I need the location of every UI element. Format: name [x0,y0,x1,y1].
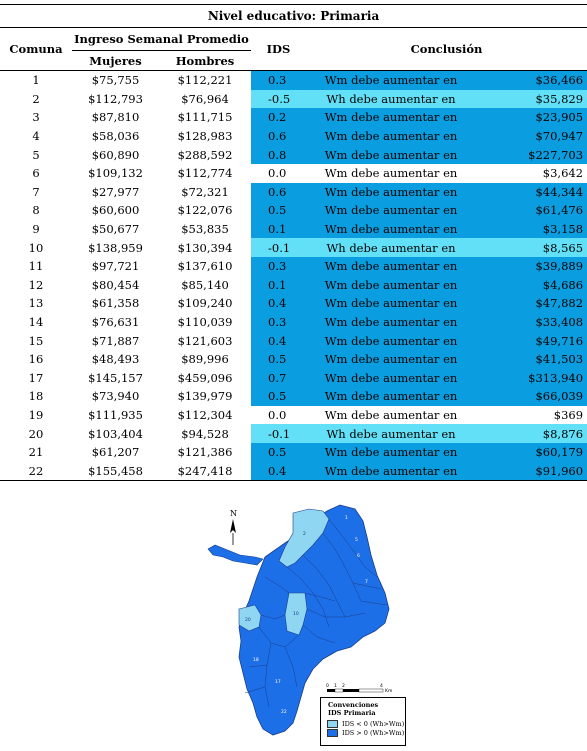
cell-amount: $4,686 [476,276,587,295]
cell-hombres: $137,610 [177,259,233,274]
cell-hombres: $112,304 [177,407,233,422]
cell-hombres: $112,774 [177,166,233,181]
cell-comuna: 22 [0,461,72,480]
cell-conclusion: Wm debe aumentar en [306,108,476,127]
cell-hombres: $459,096 [177,370,233,385]
cell-mujeres: $80,454 [91,277,140,292]
cell-conclusion: Wm debe aumentar en [306,406,476,425]
cell-ids: 0.0 [251,164,306,183]
legend-item-positive [321,728,405,737]
table-row [0,71,587,90]
table-title: Nivel educativo: Primaria [0,5,587,28]
cell-amount: $313,940 [476,369,587,388]
cell-comuna: 1 [32,73,40,88]
cell-comuna: 20 [28,426,44,441]
cell-ids: 0.5 [251,387,306,406]
cell-ids: 0.0 [251,406,306,425]
cell-conclusion: Wm debe aumentar en [306,461,476,480]
data-table [0,4,587,481]
cell-mujeres: $87,810 [91,110,140,125]
table-row [0,313,587,332]
cell-ids: -0.5 [251,90,306,109]
table-row [0,424,587,443]
cell-ids: -0.1 [251,238,306,257]
table-row [0,220,587,239]
cell-hombres: $128,983 [177,129,233,144]
scale-tick-2: 2 [342,684,345,689]
cell-hombres: $89,996 [181,352,229,367]
cell-conclusion: Wm debe aumentar en [306,276,476,295]
cell-mujeres: $71,887 [91,333,140,348]
cell-conclusion: Wm debe aumentar en [306,145,476,164]
cell-conclusion: Wm debe aumentar en [306,164,476,183]
table-row [0,238,587,257]
cell-amount: $91,960 [476,461,587,480]
cell-ids: 0.8 [251,145,306,164]
cell-hombres: $53,835 [181,222,229,237]
cell-ids: 0.3 [251,257,306,276]
cell-hombres: $85,140 [181,277,229,292]
cell-mujeres: $60,600 [91,203,140,218]
map-label-6: 6 [357,554,360,559]
scale-tick-4: 4 [380,684,383,689]
table-row [0,294,587,313]
cell-comuna: 14 [28,315,44,330]
header-comuna: Comuna [0,28,72,71]
cell-mujeres: $27,977 [91,184,140,199]
cell-conclusion: Wm debe aumentar en [306,71,476,90]
cell-hombres: $121,386 [177,445,233,460]
cell-comuna: 12 [28,277,44,292]
cell-ids: 0.7 [251,369,306,388]
header-ingreso: Ingreso Semanal Promedio [72,28,251,51]
map-label-20: 20 [245,618,251,623]
cell-hombres: $122,076 [177,203,233,218]
cell-hombres: $139,979 [177,389,233,404]
cell-comuna: 11 [28,259,44,274]
cell-comuna: 16 [28,352,44,367]
table-row [0,387,587,406]
cell-comuna: 17 [28,370,44,385]
cell-amount: $8,876 [476,424,587,443]
cell-mujeres: $60,890 [91,147,140,162]
cell-mujeres: $97,721 [91,259,140,274]
cell-amount: $3,642 [476,164,587,183]
table-row [0,183,587,202]
map-label-7: 7 [365,580,368,585]
cell-mujeres: $75,755 [91,73,140,88]
cell-ids: 0.2 [251,108,306,127]
cell-conclusion: Wh debe aumentar en [306,424,476,443]
cell-comuna: 21 [28,445,44,460]
scale-bar [326,683,392,694]
map-legend [320,697,406,746]
cell-mujeres: $109,132 [88,166,143,181]
map-label-18: 18 [253,658,259,663]
cell-amount: $8,565 [476,238,587,257]
cell-conclusion: Wm debe aumentar en [306,313,476,332]
cell-amount: $39,889 [476,257,587,276]
cell-amount: $369 [476,406,587,425]
cell-ids: 0.5 [251,201,306,220]
table-row [0,276,587,295]
cell-conclusion: Wm debe aumentar en [306,350,476,369]
cell-comuna: 15 [28,333,44,348]
cell-hombres: $112,221 [177,73,233,88]
map-label-17: 17 [275,680,281,685]
legend-swatch-negative [327,720,338,728]
table-body [0,71,587,481]
header-ids: IDS [251,28,306,71]
cell-conclusion: Wm debe aumentar en [306,443,476,462]
cell-comuna: 19 [28,407,44,422]
cell-ids: 0.1 [251,276,306,295]
cell-ids: 0.3 [251,71,306,90]
map-label-22: 22 [281,710,287,715]
cell-hombres: $288,592 [177,147,233,162]
map-region-west-limb [208,545,263,565]
table-row [0,201,587,220]
cell-hombres: $121,603 [177,333,233,348]
cell-mujeres: $73,940 [91,389,140,404]
cell-amount: $47,882 [476,294,587,313]
scale-tick-1: 1 [334,684,337,689]
cell-mujeres: $145,157 [88,370,143,385]
legend-swatch-positive [327,729,338,737]
cell-hombres: $111,715 [177,110,233,125]
cell-hombres: $109,240 [177,296,233,311]
cell-amount: $70,947 [476,127,587,146]
scale-unit: Km [385,689,393,694]
cell-conclusion: Wm debe aumentar en [306,257,476,276]
cell-mujeres: $112,793 [88,91,143,106]
cell-ids: 0.4 [251,461,306,480]
cell-ids: 0.4 [251,294,306,313]
cell-comuna: 4 [32,129,40,144]
cell-comuna: 10 [28,240,44,255]
cell-mujeres: $76,631 [91,315,140,330]
cell-amount: $49,716 [476,331,587,350]
map-label-10: 10 [293,612,299,617]
cell-comuna: 18 [28,389,44,404]
cell-comuna: 8 [32,203,40,218]
cell-conclusion: Wm debe aumentar en [306,331,476,350]
cell-ids: 0.5 [251,350,306,369]
cell-ids: 0.4 [251,331,306,350]
cell-conclusion: Wm debe aumentar en [306,183,476,202]
cell-comuna: 9 [32,222,40,237]
cell-amount: $41,503 [476,350,587,369]
cell-amount: $3,158 [476,220,587,239]
cell-mujeres: $111,935 [88,407,143,422]
header-hombres: Hombres [159,51,251,71]
table-row [0,90,587,109]
cell-mujeres: $103,404 [88,426,143,441]
table-row [0,331,587,350]
cell-amount: $60,179 [476,443,587,462]
cell-mujeres: $61,207 [91,445,140,460]
legend-title: Convenciones [328,701,379,709]
table-row [0,350,587,369]
cell-hombres: $72,321 [181,184,229,199]
map-label-5: 5 [355,538,358,543]
legend-label-positive: IDS > 0 (Wh>Wm) [342,728,405,737]
cell-amount: $44,344 [476,183,587,202]
north-arrow-icon [230,509,237,545]
cell-conclusion: Wm debe aumentar en [306,127,476,146]
table-row [0,164,587,183]
cell-ids: -0.1 [251,424,306,443]
cell-comuna: 2 [32,91,40,106]
cell-ids: 0.6 [251,183,306,202]
header-mujeres: Mujeres [72,51,159,71]
north-label: N [230,509,237,518]
cell-conclusion: Wh debe aumentar en [306,238,476,257]
cell-amount: $33,408 [476,313,587,332]
cell-amount: $35,829 [476,90,587,109]
cell-amount: $23,905 [476,108,587,127]
cell-comuna: 6 [32,166,40,181]
cell-conclusion: Wm debe aumentar en [306,369,476,388]
cell-hombres: $130,394 [177,240,233,255]
table-row [0,145,587,164]
cell-amount: $66,039 [476,387,587,406]
cell-ids: 0.1 [251,220,306,239]
cell-mujeres: $58,036 [91,129,140,144]
cell-ids: 0.6 [251,127,306,146]
cell-conclusion: Wm debe aumentar en [306,387,476,406]
table-row [0,257,587,276]
cell-mujeres: $138,959 [88,240,143,255]
header-conclusion: Conclusión [306,28,587,71]
table-row [0,108,587,127]
table-row [0,127,587,146]
table-row [0,369,587,388]
cell-mujeres: $155,458 [72,461,159,480]
cell-mujeres: $61,358 [91,296,140,311]
cell-mujeres: $50,677 [91,222,140,237]
map-label-2: 2 [303,532,306,537]
table-row [0,443,587,462]
legend-subtitle: IDS Primaria [328,709,376,717]
cell-conclusion: Wm debe aumentar en [306,220,476,239]
legend-item-negative [321,719,405,728]
cell-ids: 0.3 [251,313,306,332]
cell-amount: $36,466 [476,71,587,90]
cell-conclusion: Wm debe aumentar en [306,201,476,220]
cell-comuna: 3 [32,110,40,125]
cell-hombres: $110,039 [177,315,233,330]
cell-ids: 0.5 [251,443,306,462]
cell-mujeres: $48,493 [91,352,140,367]
cell-amount: $61,476 [476,201,587,220]
cell-hombres: $94,528 [181,426,229,441]
cell-hombres: $76,964 [181,91,229,106]
map-label-1: 1 [345,516,348,521]
cell-comuna: 13 [28,296,44,311]
cell-hombres: $247,418 [159,461,251,480]
cell-amount: $227,703 [476,145,587,164]
cell-comuna: 5 [32,147,40,162]
table-row [0,406,587,425]
cell-conclusion: Wh debe aumentar en [306,90,476,109]
cell-comuna: 7 [32,184,40,199]
table-row [0,461,587,480]
legend-label-negative: IDS < 0 (Wh>Wm) [342,719,405,728]
scale-tick-0: 0 [326,684,329,689]
cell-conclusion: Wm debe aumentar en [306,294,476,313]
